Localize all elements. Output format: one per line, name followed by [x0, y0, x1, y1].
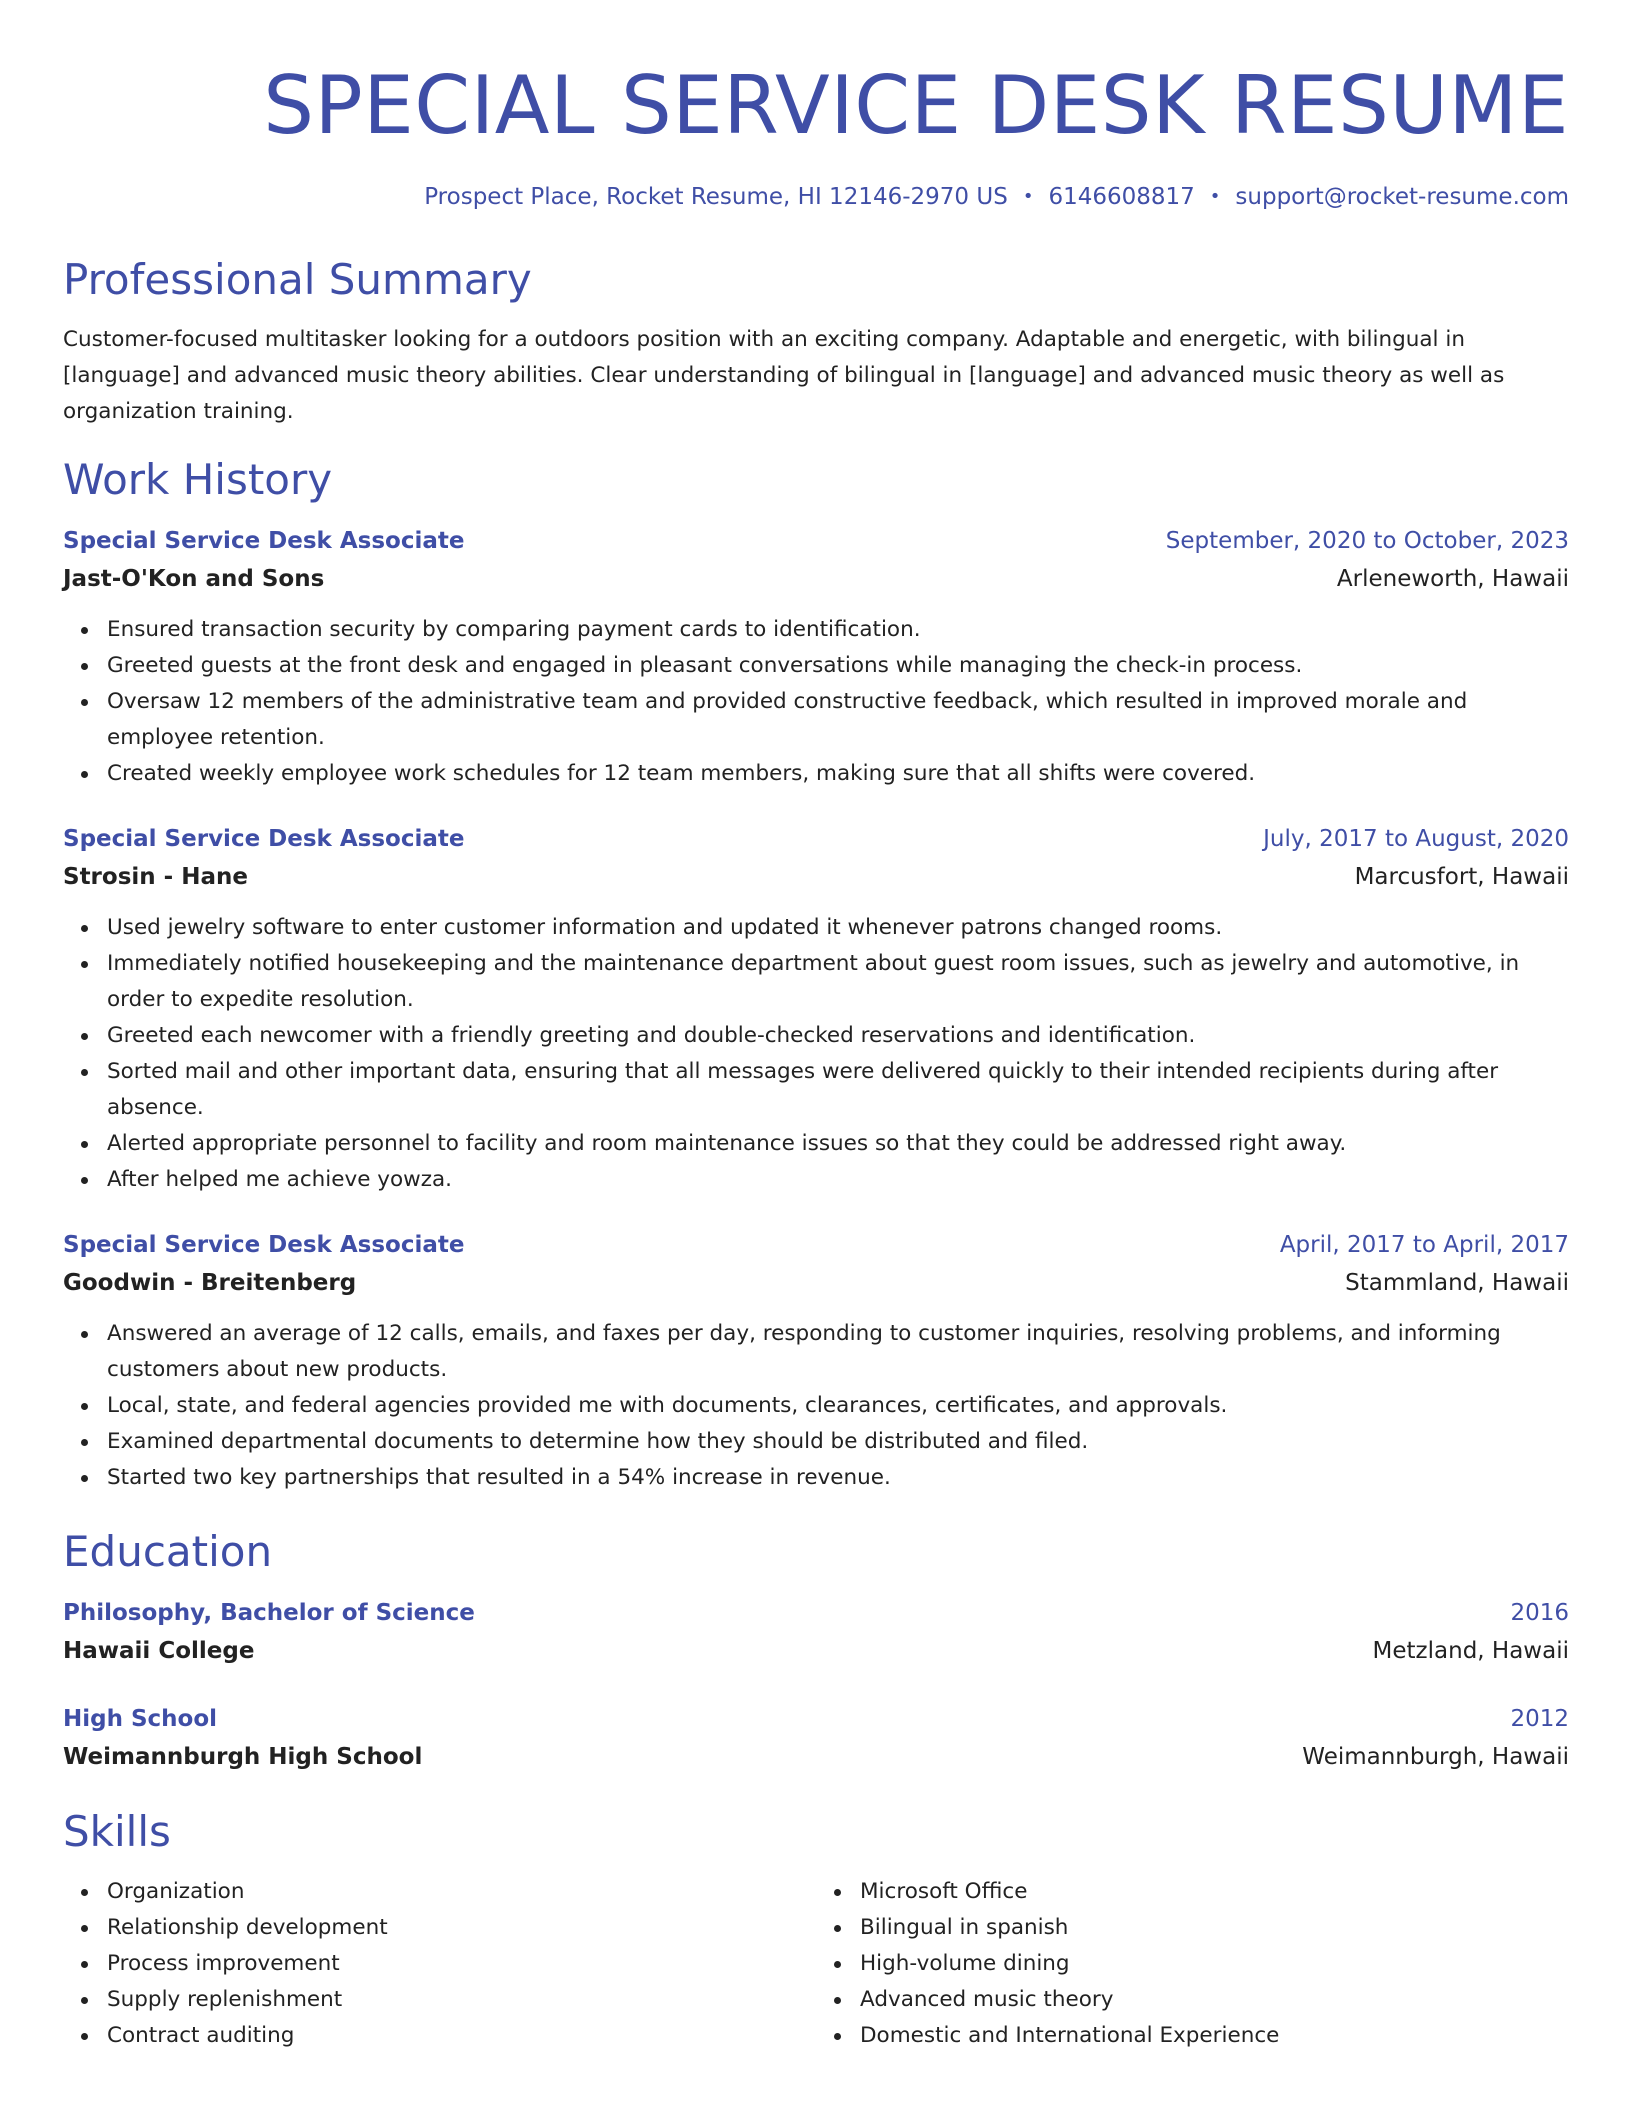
job-bullet: Started two key partnerships that resulted in a 54% increase in revenue.: [107, 1460, 1569, 1496]
skill-item: Supply replenishment: [107, 1982, 816, 2018]
job-company: Jast-O'Kon and Sons: [63, 566, 325, 592]
education-school: Hawaii College: [63, 1638, 255, 1664]
section-heading-skills: Skills: [63, 1807, 171, 1856]
job-bullet: Used jewelry software to enter customer information and updated it whenever patrons changed rooms.: [107, 910, 1569, 946]
job-dates: July, 2017 to August, 2020: [1263, 826, 1569, 852]
skill-item: Microsoft Office: [860, 1874, 1569, 1910]
job-bullets: [63, 1316, 1569, 1496]
job-bullet: Ensured transaction security by comparing payment cards to identification.: [107, 612, 1569, 648]
contact-address: Prospect Place, Rocket Resume, HI 12146-2970 US: [424, 184, 1008, 210]
skill-item: Contract auditing: [107, 2018, 816, 2054]
skill-item: Bilingual in spanish: [860, 1910, 1569, 1946]
education-school-row: [63, 1632, 1569, 1670]
job-company-row: [63, 560, 1569, 598]
education-entry: [63, 1594, 1569, 1670]
job-bullet: Greeted guests at the front desk and engaged in pleasant conversations while managing the check-in process.: [107, 648, 1569, 684]
contact-email: support@rocket-resume.com: [1235, 184, 1569, 210]
section-heading-work-history: Work History: [63, 455, 333, 504]
job-bullets: [63, 910, 1569, 1198]
job-company-row: [63, 1264, 1569, 1302]
job-bullet: Examined departmental documents to determine how they should be distributed and filed.: [107, 1424, 1569, 1460]
job-bullet: Answered an average of 12 calls, emails, and faxes per day, responding to customer inquiries, resolving problems, and informing customers about new products.: [107, 1316, 1569, 1388]
job-entry: [63, 1226, 1569, 1496]
education-school: Weimannburgh High School: [63, 1744, 423, 1770]
skills-list-right: [816, 1874, 1569, 2054]
skills-list-left: [63, 1874, 816, 2054]
education-degree: High School: [63, 1706, 218, 1732]
job-location: Marcusfort, Hawaii: [1354, 864, 1569, 890]
job-header-row: [63, 522, 1569, 560]
job-header-row: [63, 1226, 1569, 1264]
education-location: Metzland, Hawaii: [1372, 1638, 1569, 1664]
separator-dot: •: [1209, 186, 1221, 207]
contact-phone: 6146608817: [1048, 184, 1195, 210]
job-bullet: Created weekly employee work schedules for 12 team members, making sure that all shifts were covered.: [107, 756, 1569, 792]
education-header-row: [63, 1594, 1569, 1632]
job-dates: September, 2020 to October, 2023: [1165, 528, 1569, 554]
job-bullet: Local, state, and federal agencies provided me with documents, clearances, certificates, and approvals.: [107, 1388, 1569, 1424]
skill-item: Relationship development: [107, 1910, 816, 1946]
job-title: Special Service Desk Associate: [63, 1232, 465, 1258]
job-bullets: [63, 612, 1569, 792]
job-entry: [63, 522, 1569, 792]
job-location: Stammland, Hawaii: [1345, 1270, 1569, 1296]
education-header-row: [63, 1700, 1569, 1738]
education-year: 2016: [1510, 1600, 1569, 1626]
contact-line: [63, 182, 1569, 212]
job-company: Goodwin - Breitenberg: [63, 1270, 357, 1296]
education-year: 2012: [1510, 1706, 1569, 1732]
separator-dot: •: [1022, 186, 1034, 207]
education-school-row: [63, 1738, 1569, 1776]
summary-text: Customer-focused multitasker looking for a outdoors position with an exciting company. Adaptable and energetic, with bilingual in [language] and advanced music theory abilities. Clear understanding of bilingual in [language] and advanced music theory as well as organization training.: [63, 327, 1505, 424]
skills-columns: [63, 1874, 1569, 2054]
job-header-row: [63, 820, 1569, 858]
job-bullet: After helped me achieve yowza.: [107, 1162, 1569, 1198]
job-bullet: Sorted mail and other important data, ensuring that all messages were delivered quickly to their intended recipients during after absence.: [107, 1054, 1569, 1126]
job-bullet: Oversaw 12 members of the administrative team and provided constructive feedback, which resulted in improved morale and employee retention.: [107, 684, 1569, 756]
skill-item: Process improvement: [107, 1946, 816, 1982]
education-location: Weimannburgh, Hawaii: [1302, 1744, 1569, 1770]
job-company: Strosin - Hane: [63, 864, 248, 890]
education-degree: Philosophy, Bachelor of Science: [63, 1600, 475, 1626]
resume-title: SPECIAL SERVICE DESK RESUME: [263, 59, 1569, 152]
skill-item: Advanced music theory: [860, 1982, 1569, 2018]
job-location: Arleneworth, Hawaii: [1336, 566, 1569, 592]
education-entry: [63, 1700, 1569, 1776]
job-dates: April, 2017 to April, 2017: [1279, 1232, 1569, 1258]
section-heading-summary: Professional Summary: [63, 255, 532, 304]
skill-item: Organization: [107, 1874, 816, 1910]
job-title: Special Service Desk Associate: [63, 528, 465, 554]
skill-item: High-volume dining: [860, 1946, 1569, 1982]
job-entry: [63, 820, 1569, 1198]
job-title: Special Service Desk Associate: [63, 826, 465, 852]
job-bullet: Immediately notified housekeeping and the maintenance department about guest room issues, such as jewelry and automotive, in order to expedite resolution.: [107, 946, 1569, 1018]
skill-item: Domestic and International Experience: [860, 2018, 1569, 2054]
job-bullet: Alerted appropriate personnel to facility and room maintenance issues so that they could be addressed right away.: [107, 1126, 1569, 1162]
job-company-row: [63, 858, 1569, 896]
job-bullet: Greeted each newcomer with a friendly greeting and double-checked reservations and identification.: [107, 1018, 1569, 1054]
section-heading-education: Education: [63, 1527, 273, 1576]
